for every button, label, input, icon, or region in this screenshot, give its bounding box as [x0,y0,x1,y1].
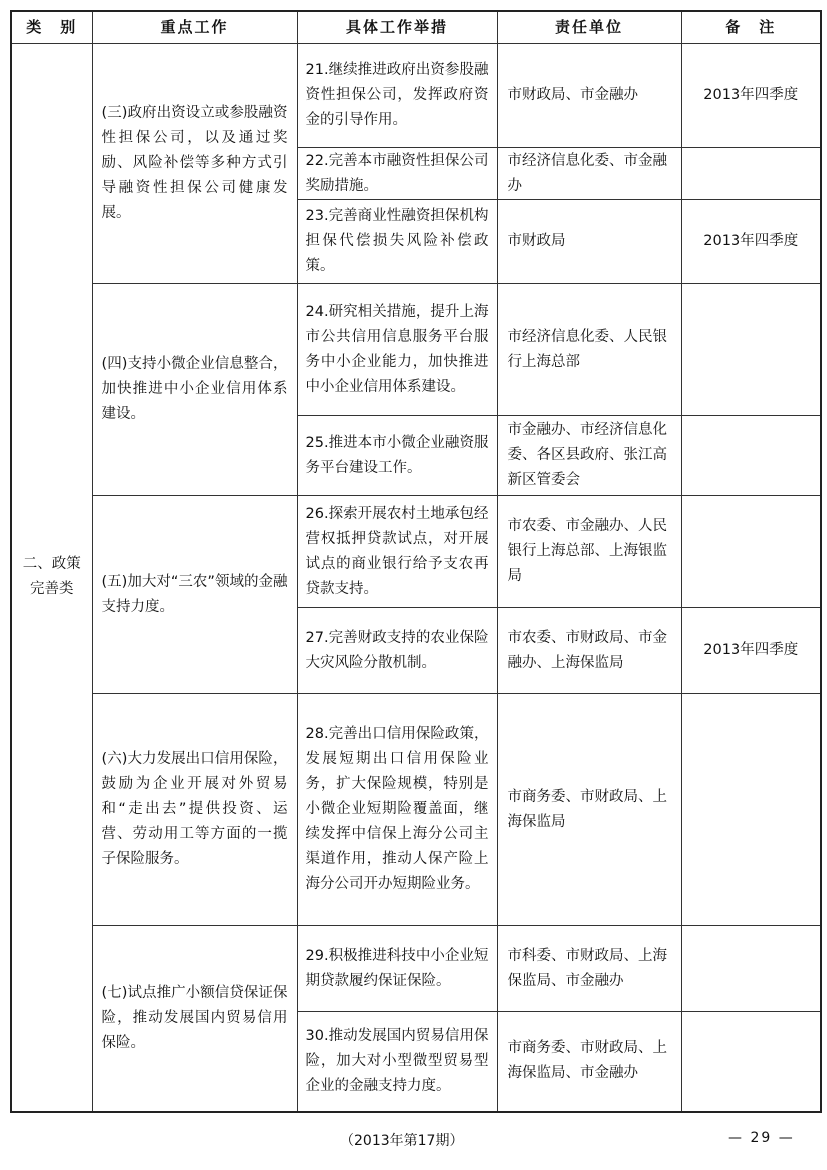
measure-cell: 28.完善出口信用保险政策，发展短期出口信用保险业务，扩大保险规模，特别是小微企业短期险覆盖面，继续发挥中信保上海分公司主渠道作用，推动人保产险上海分公司开办短期险业务。 [297,694,497,926]
measure-cell: 25.推进本市小微企业融资服务平台建设工作。 [297,416,497,496]
header-note: 备 注 [681,11,821,44]
table-row [11,694,821,926]
measure-cell: 23.完善商业性融资担保机构担保代偿损失风险补偿政策。 [297,200,497,284]
note-cell [681,1012,821,1112]
unit-cell: 市经济信息化委、市金融办 [497,148,681,200]
header-unit: 责任单位 [497,11,681,44]
focus-cell: (四)支持小微企业信息整合，加快推进中小企业信用体系建设。 [92,284,297,496]
unit-cell: 市农委、市财政局、市金融办、上海保监局 [497,608,681,694]
note-cell: 2013年四季度 [681,200,821,284]
focus-cell: (五)加大对“三农”领域的金融支持力度。 [92,496,297,694]
table-row [11,44,821,148]
note-cell: 2013年四季度 [681,608,821,694]
unit-cell: 市商务委、市财政局、上海保监局 [497,694,681,926]
focus-cell: (六)大力发展出口信用保险，鼓励为企业开展对外贸易和“走出去”提供投资、运营、劳动用工等方面的一揽子保险服务。 [92,694,297,926]
table-row [11,284,821,416]
note-cell [681,694,821,926]
table-row [11,926,821,1012]
table-header-row [11,11,821,44]
unit-cell: 市商务委、市财政局、上海保监局、市金融办 [497,1012,681,1112]
unit-cell: 市经济信息化委、人民银行上海总部 [497,284,681,416]
category-cell: 二、政策完善类 [11,44,92,1112]
unit-cell: 市财政局 [497,200,681,284]
measure-cell: 21.继续推进政府出资参股融资性担保公司，发挥政府资金的引导作用。 [297,44,497,148]
unit-cell: 市农委、市金融办、人民银行上海总部、上海银监局 [497,496,681,608]
header-focus: 重点工作 [92,11,297,44]
focus-cell: (三)政府出资设立或参股融资性担保公司，以及通过奖励、风险补偿等多种方式引导融资性担保公司健康发展。 [92,44,297,284]
measure-cell: 26.探索开展农村土地承包经营权抵押贷款试点，对开展试点的商业银行给予支农再贷款支持。 [297,496,497,608]
note-cell [681,416,821,496]
note-cell: 2013年四季度 [681,44,821,148]
note-cell [681,926,821,1012]
work-plan-table [10,10,822,1113]
page-footer [0,1126,827,1156]
note-cell [681,496,821,608]
unit-cell: 市金融办、市经济信息化委、各区县政府、张江高新区管委会 [497,416,681,496]
issue-label: （2013年第17期） [340,1133,464,1149]
unit-cell: 市科委、市财政局、上海保监局、市金融办 [497,926,681,1012]
unit-cell: 市财政局、市金融办 [497,44,681,148]
document-page [10,10,820,1113]
table-row [11,496,821,608]
focus-cell: (七)试点推广小额信贷保证保险，推动发展国内贸易信用保险。 [92,926,297,1112]
note-cell [681,148,821,200]
header-category: 类 别 [11,11,92,44]
header-measure: 具体工作举措 [297,11,497,44]
measure-cell: 22.完善本市融资性担保公司奖励措施。 [297,148,497,200]
measure-cell: 30.推动发展国内贸易信用保险，加大对小型微型贸易型企业的金融支持力度。 [297,1012,497,1112]
measure-cell: 29.积极推进科技中小企业短期贷款履约保证保险。 [297,926,497,1012]
measure-cell: 24.研究相关措施，提升上海市公共信用信息服务平台服务中小企业能力，加快推进中小企业信用体系建设。 [297,284,497,416]
page-number: — 29 — [728,1130,795,1146]
note-cell [681,284,821,416]
measure-cell: 27.完善财政支持的农业保险大灾风险分散机制。 [297,608,497,694]
